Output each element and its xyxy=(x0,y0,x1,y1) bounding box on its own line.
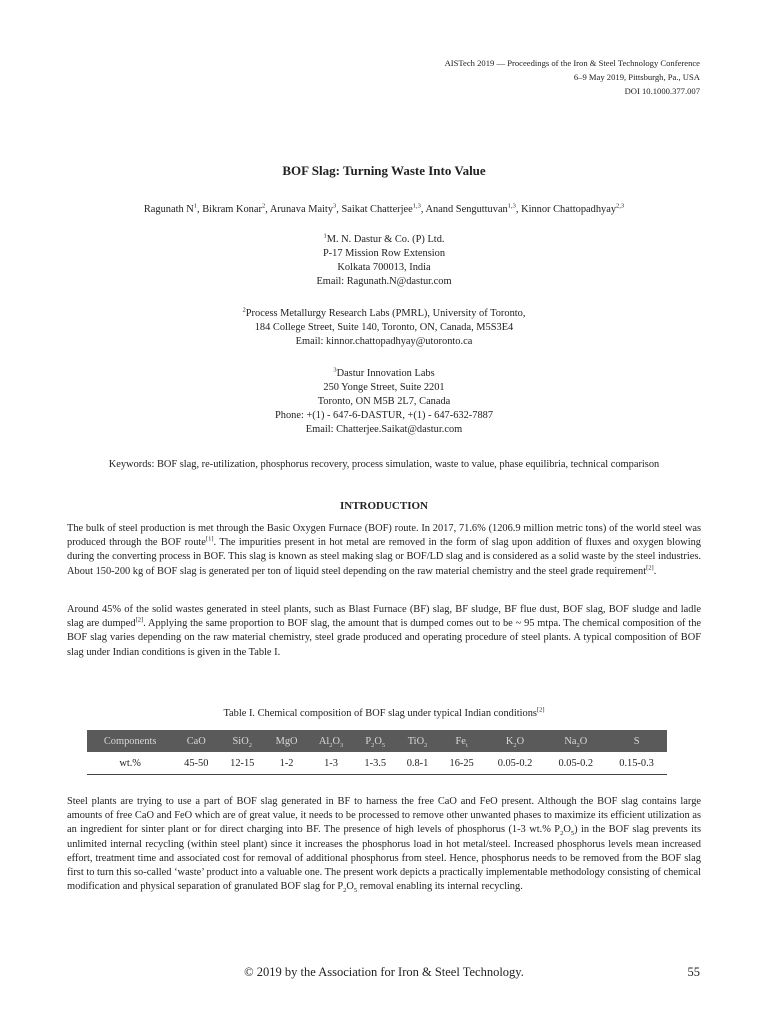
author: Kinnor Chattopadhyay$^{2,3}$ xyxy=(521,202,625,215)
header-conference-line: AISTech 2019 — Proceedings of the Iron & Steel Technology Conference xyxy=(444,58,700,68)
table-header-cell: TiO$_2$ xyxy=(396,730,438,752)
paragraph: Steel plants are trying to use a part of BOF slag generated in BF to harness the free CaO and FeO present. Although the BOF slag contains large amounts of free CaO and FeO which are of great value, it needs to be processed to remove other unwanted phases to maximize its efficient utilization as an ingredient for sinter plant or for direct charging into BF. The presence of high levels of phosphorus (1-3 wt.% $P_2O_5$) in the BOF slag prevents its unlimited internal recycling (within steel plant) since it increases the phosphorus load in hot metal/steel. Increased phosphorus levels mean increased effort, treatment time and associated cost for removal of additional phosphorus from steel. Hence, phosphorus needs to be removed from the BOF slag first to turn this so-called ‘waste’ product into a valuable one. The present work depicts a practically implementable methodology consisting of chemical modification and physical separation of granulated BOF slag for $P_2O_5$ removal enabling its internal recycling. xyxy=(67,796,701,895)
table-header-cell: MgO xyxy=(265,730,308,752)
table-header-cell: Components xyxy=(87,730,173,752)
paragraph: Around 45% of the solid wastes generated in steel plants, such as Blast Furnace (BF) slag, BF sludge, BF flue dust, BOF slag, BOF sludge and ladle slag are dumped[2]. Applying the same proportion to BOF slag, the amount that is dumped comes out to be ~ 95 mtpa. The chemical composition of the BOF slag varies depending on the raw material chemistry, steel grade produced and operating procedure of steel plants. A typical composition of BOF slag under Indian conditions is given in the Table I. xyxy=(67,604,702,658)
table-caption: Table I. Chemical composition of BOF slag under typical Indian conditions[2] xyxy=(223,706,545,719)
paper-title: BOF Slag: Turning Waste Into Value xyxy=(282,163,486,178)
table-cell: 0.15-0.3 xyxy=(606,752,667,775)
table-cell: 1-3 xyxy=(308,752,354,775)
affiliation-2: $^2$Process Metallurgy Research Labs (PMRL), University of Toronto, 184 College Street, Suite 140, Toronto, ON, Canada, M5S3E4 Email: kinnor.chattopadhyay@utoronto.ca xyxy=(242,306,526,347)
conference-header xyxy=(445,56,700,98)
table-cell: 16-25 xyxy=(439,752,485,775)
keywords: Keywords: BOF slag, re-utilization, phosphorus recovery, process simulation, waste to value, phase equilibria, technical comparison xyxy=(108,459,660,470)
table-header-cell: $Fe_t$ xyxy=(439,730,485,752)
table-cell: 1-2 xyxy=(265,752,308,775)
table-header-cell: $Al_2O_3$ xyxy=(308,730,354,752)
header-date-line: 6–9 May 2019, Pittsburgh, Pa., USA xyxy=(573,72,700,82)
page-number: 55 xyxy=(687,965,700,979)
author: Arunava Maity$^3$ xyxy=(269,202,337,215)
table-cell: 12-15 xyxy=(219,752,265,775)
composition-table xyxy=(87,730,667,775)
paragraph: The bulk of steel production is met through the Basic Oxygen Furnace (BOF) route. In 2017, 71.6% (1206.9 million metric tons) of the world steel was produced through the BOF route[1]. The impurities present in hot metal are removed in the form of slag upon addition of fluxes and oxygen blowing during the converting process in BOF. This slag is known as steel making slag or BOF/LD slag and is considered as a solid waste by the steel industries. About 150-200 kg of BOF slag is generated per ton of liquid steel depending on the raw material chemistry and the steel grade requirement[2]. xyxy=(67,523,701,577)
author: Anand Senguttuvan$^{1,3}$ xyxy=(425,202,516,215)
table-cell: 0.05-0.2 xyxy=(485,752,546,775)
author-list: Ragunath $N^1$, Bikram Konar$^2$, Arunava Maity$^3$, Saikat Chatterjee$^{1,3}$, Anand Senguttuvan$^{1,3}$, Kinnor Chattopadhyay$^{2,3}$ xyxy=(143,202,625,215)
copyright-footer: © 2019 by the Association for Iron & Steel Technology. xyxy=(244,965,524,979)
table-header-cell: $P_2O_5$ xyxy=(354,730,396,752)
section-heading: INTRODUCTION xyxy=(339,500,428,512)
header-doi-line: DOI 10.1000.377.007 xyxy=(624,86,700,96)
affiliation-1: $^1$M. N. Dastur & Co. (P) Ltd. P-17 Mission Row Extension Kolkata 700013, India Email: Ragunath.N@dastur.com xyxy=(316,232,452,287)
table-cell: 0.05-0.2 xyxy=(545,752,606,775)
table-cell: 45-50 xyxy=(173,752,219,775)
table-header-cell: CaO xyxy=(173,730,219,752)
table-header-cell: $K_2O$ xyxy=(485,730,546,752)
table-header-cell: S xyxy=(606,730,667,752)
table-cell: 1-3.5 xyxy=(354,752,396,775)
author: Bikram Konar$^2$ xyxy=(202,202,266,215)
author: Ragunath $N^1$ xyxy=(143,202,198,215)
table-row xyxy=(87,752,667,775)
affiliation-3: $^3$Dastur Innovation Labs 250 Yonge Street, Suite 2201 Toronto, ON M5B 2L7, Canada Phone: +(1) - 647-6-DASTUR, +(1) - 647-632-7887 Email: Chatterjee.Saikat@dastur.com xyxy=(274,366,494,435)
table-header-cell: $Na_2O$ xyxy=(545,730,606,752)
table-header-cell: SiO$_2$ xyxy=(219,730,265,752)
author: Saikat Chatterjee$^{1,3}$ xyxy=(341,202,421,215)
table-cell: wt.% xyxy=(87,752,173,775)
table-header-row xyxy=(87,730,667,752)
table-cell: 0.8-1 xyxy=(396,752,438,775)
